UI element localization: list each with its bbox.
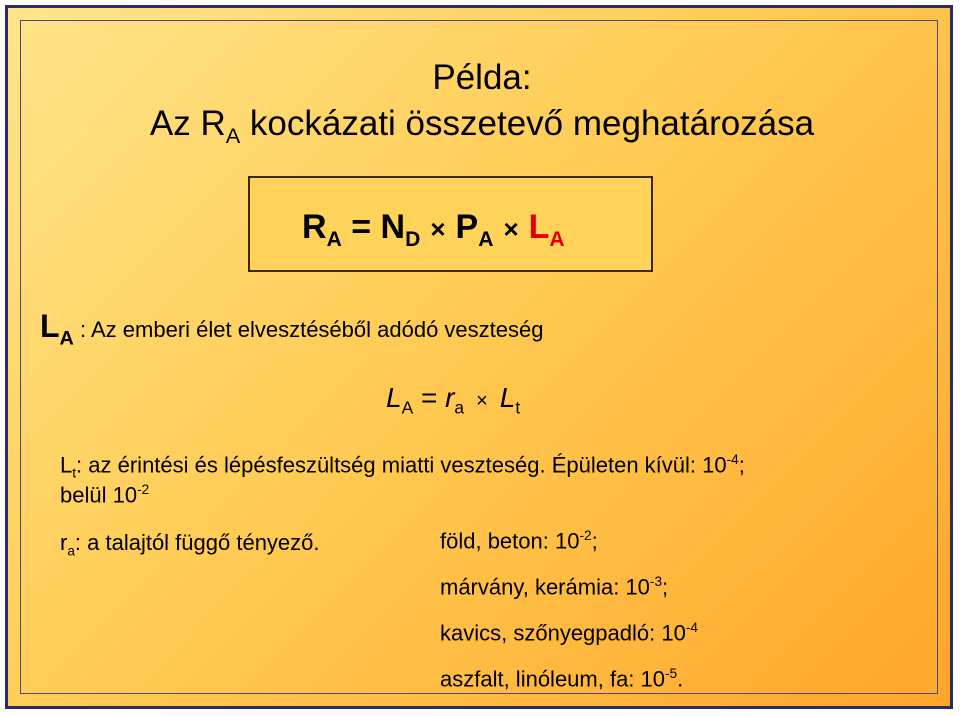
lt-definition: $L_t$: az érintési és lépésfeszültség miatti veszteség. Épületen kívül: $10^{-4}$; bbox=[60, 452, 745, 481]
multiply-icon: × bbox=[430, 214, 446, 244]
main-formula: $R_A = N_D \times P_A \times L_A$ bbox=[302, 208, 565, 251]
slide bbox=[5, 5, 953, 709]
title-line-1: Példa: bbox=[432, 58, 532, 97]
la-formula: $L_A = r_a \times L_t$ bbox=[386, 382, 521, 418]
surface-item: márvány, kerámia: $10^{-3}$; bbox=[440, 574, 669, 600]
multiply-icon: × bbox=[476, 390, 488, 412]
surface-item: aszfalt, linóleum, fa: $10^{-5}$. bbox=[440, 666, 684, 692]
surface-item: kavics, szőnyegpadló: $10^{-4}$ bbox=[440, 620, 698, 646]
main-formula-box bbox=[248, 176, 653, 272]
surface-item: föld, beton: $10^{-2}$; bbox=[440, 528, 598, 554]
ra-definition: $r_a$: a talajtól függő tényező. bbox=[60, 530, 320, 559]
multiply-icon: × bbox=[503, 214, 519, 244]
lt-definition-line-2: belül $10^{-2}$ bbox=[60, 482, 150, 508]
la-definition: $L_A$ : Az emberi élet elvesztéséből adódó veszteség bbox=[40, 308, 544, 350]
title-line-2: Az $R_A$ kockázati összetevő meghatározása bbox=[149, 104, 815, 148]
